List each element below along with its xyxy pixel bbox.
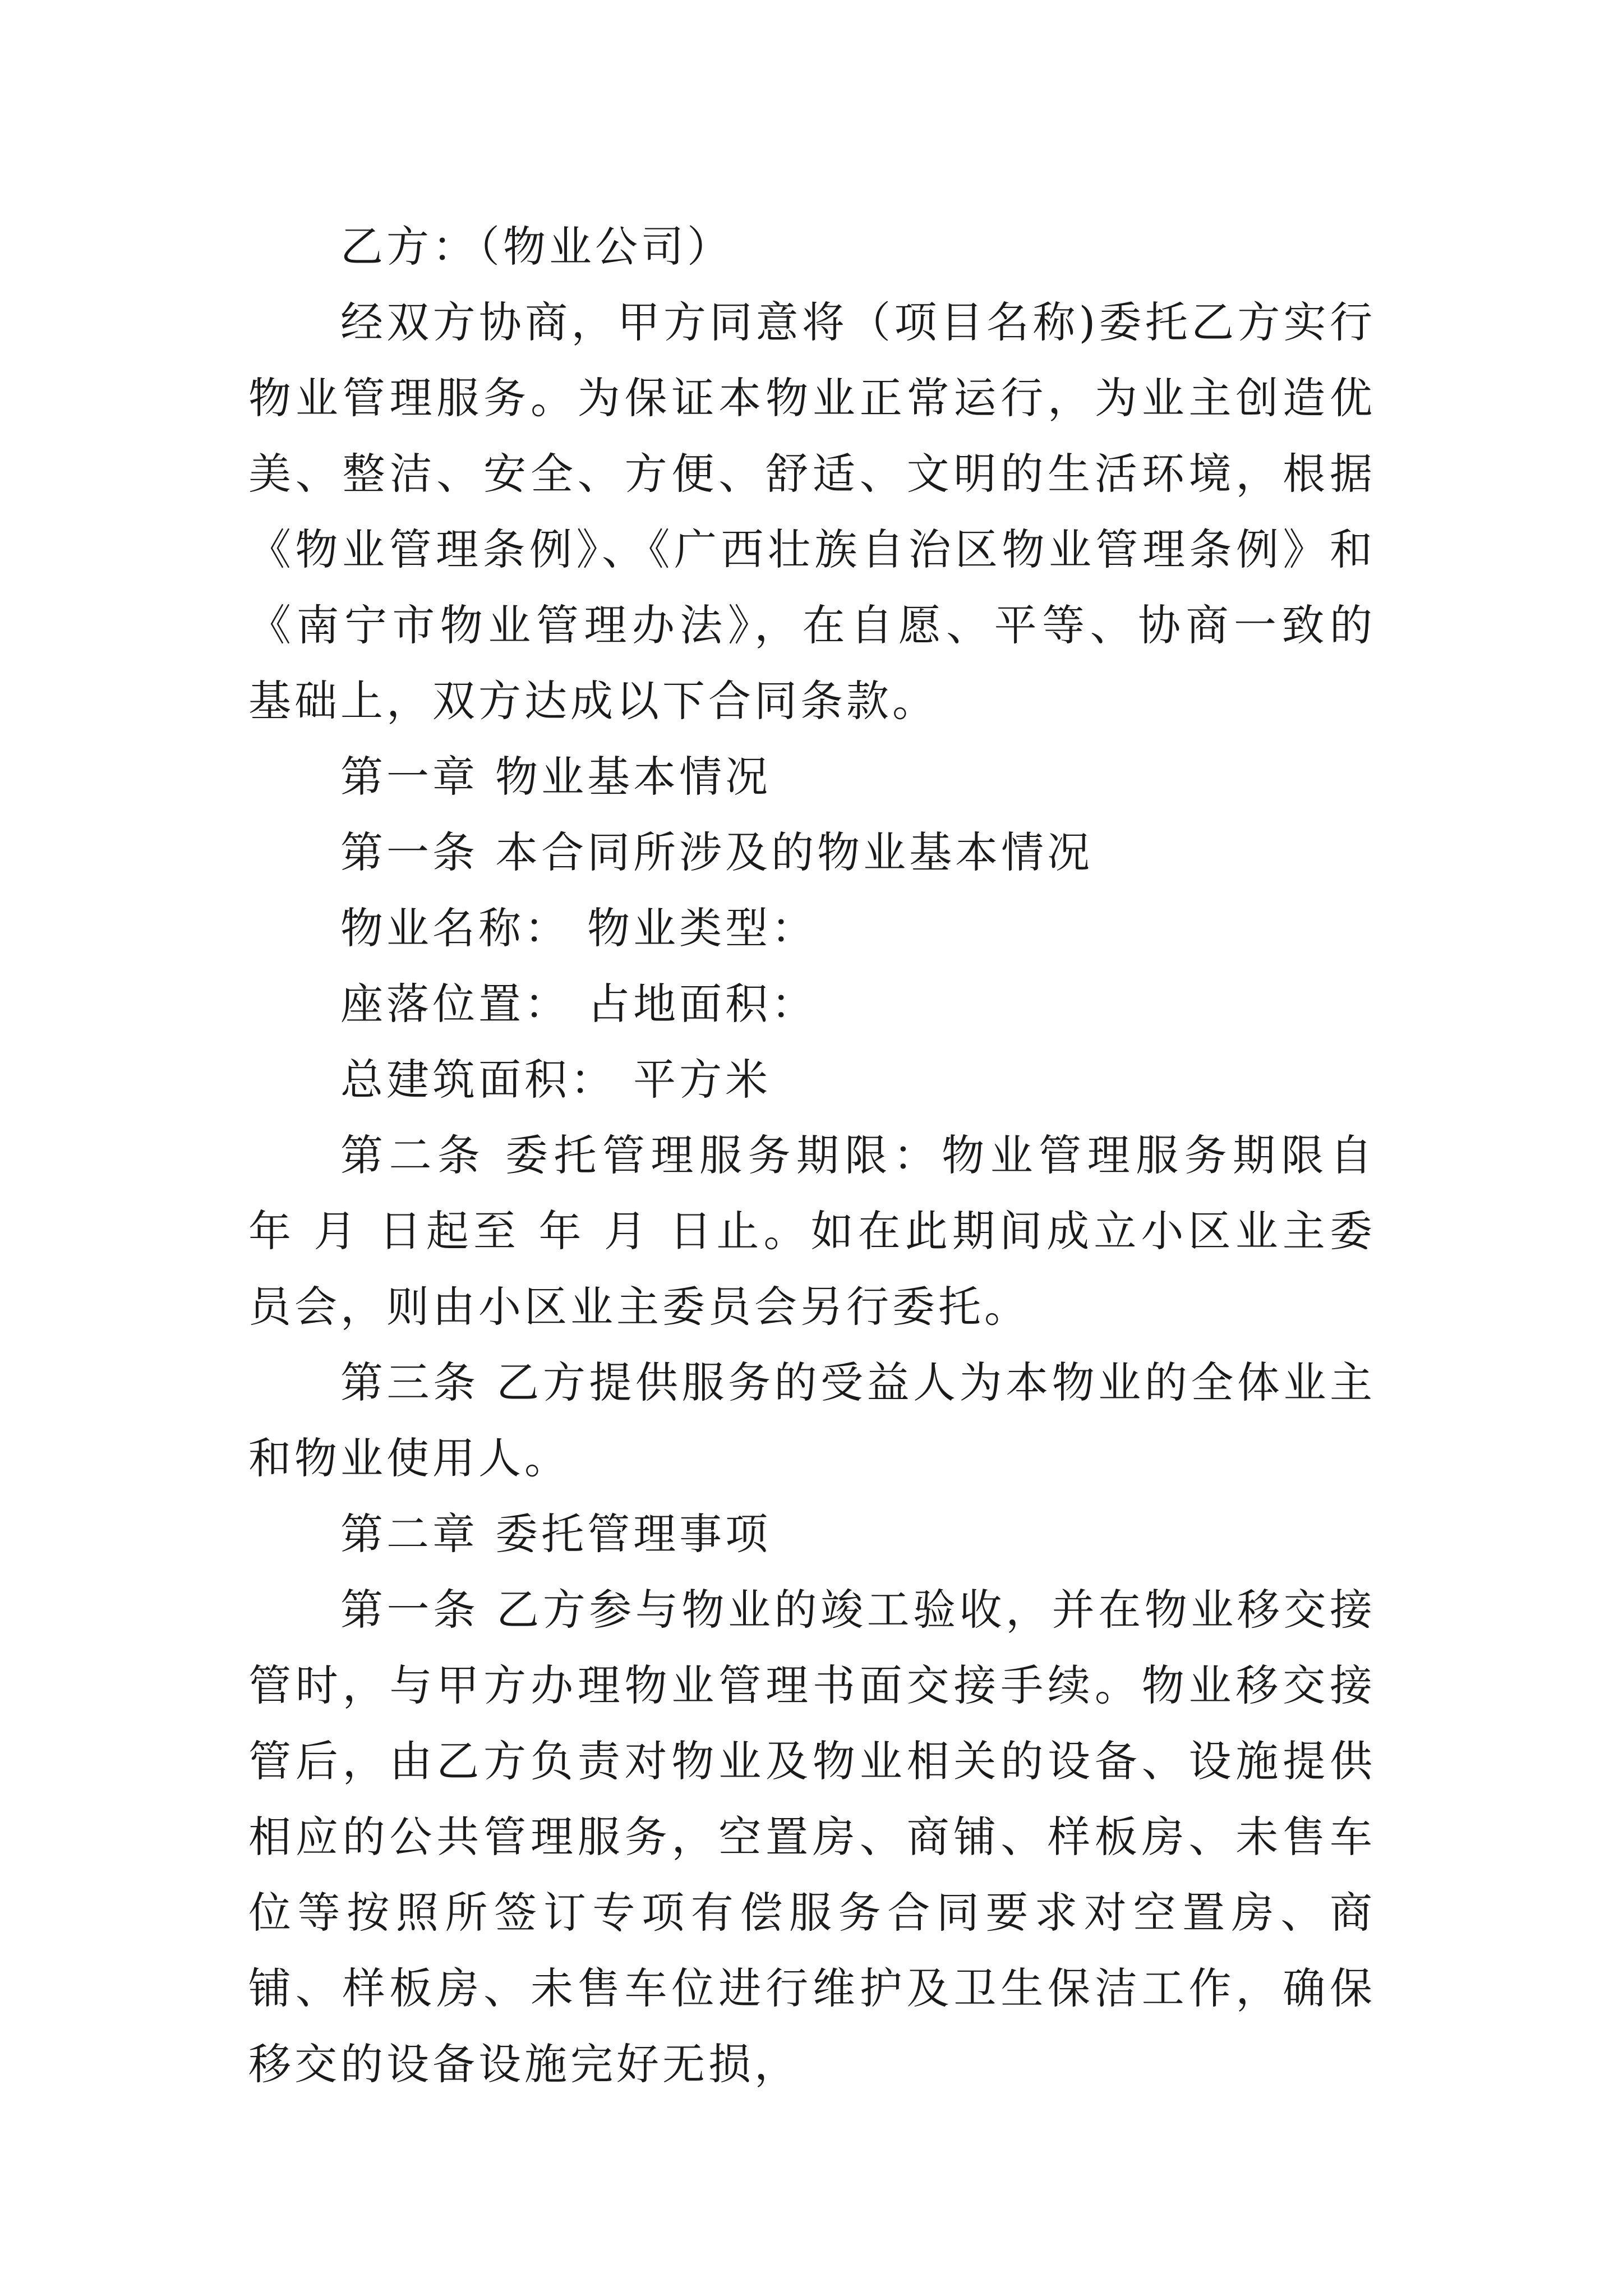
paragraph-preamble: 经双方协商，甲方同意将（项目名称)委托乙方实行物业管理服务。为保证本物业正常运行，为业主创造优美、整洁、安全、方便、舒适、文明的生活环境，根据《物业管理条例》、《广西壮族自治区物业管理条例》和《南宁市物业管理办法》，在自愿、平等、协商一致的基础上，双方达成以下合同条款。	[248, 297, 1376, 726]
chapter-1-article-1: 第一条 本合同所涉及的物业基本情况	[340, 827, 1094, 877]
chapter-2-article-1: 第一条 乙方参与物业的竣工验收，并在物业移交接管时，与甲方办理物业管理书面交接手续。物业移交接管后，由乙方负责对物业及物业相关的设备、设施提供相应的公共管理服务，空置房、商铺、样板房、未售车位等按照所签订专项有偿服务合同要求对空置房、商铺、样板房、未售车位进行维护及卫生保洁工作，确保移交的设备设施完好无损，	[248, 1585, 1376, 2089]
chapter-1-heading: 第一章 物业基本情况	[340, 752, 772, 802]
paragraph-party-b: 乙方：（物业公司）	[340, 222, 733, 272]
document-body	[248, 209, 1376, 2102]
property-location-area-line: 座落位置： 占地面积：	[340, 979, 818, 1029]
property-total-area-line: 总建筑面积： 平方米	[340, 1055, 772, 1105]
property-name-type-line: 物业名称： 物业类型：	[340, 903, 818, 953]
chapter-1-article-3: 第三条 乙方提供服务的受益人为本物业的全体业主和物业使用人。	[248, 1358, 1376, 1483]
chapter-1-article-2: 第二条 委托管理服务期限：物业管理服务期限自 年 月 日起至 年 月 日止。如在此期间成立小区业主委员会，则由小区业主委员会另行委托。	[248, 1130, 1376, 1332]
chapter-2-heading: 第二章 委托管理事项	[340, 1509, 772, 1559]
